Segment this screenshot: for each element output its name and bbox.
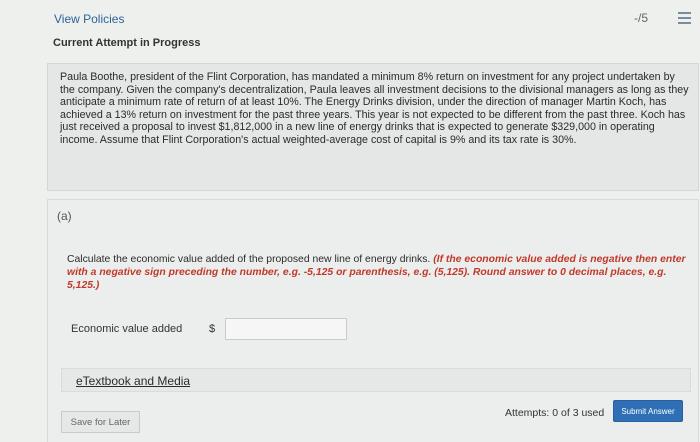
top-bar bbox=[0, 0, 700, 62]
problem-statement bbox=[47, 63, 699, 191]
problem-text: Paula Boothe, president of the Flint Corporation, has mandated a minimum 8% return on investment for any project undertaken by the company. Given the company's decentralization, Paula leaves all investment decisions to the divisional managers as long as they anticipate a minimum rate of return of at least 10%. The Energy Drinks division, under the direction of manager Martin Koch, has achieved a 13% return on investment for the past three years. This year is not expected to be different from the past three. Koch has just received a proposal to invest $1,812,000 in a new line of energy drinks that is expected to generate $329,000 in operating income. Assume that Flint Corporation's actual weighted-average cost of capital is 9% and its tax rate is 30%. bbox=[60, 71, 689, 146]
save-for-later-button[interactable]: Save for Later bbox=[61, 411, 140, 433]
economic-value-added-input[interactable] bbox=[225, 318, 347, 340]
question-prompt: Calculate the economic value added of the proposed new line of energy drinks. bbox=[67, 254, 431, 265]
question-instruction: (If the economic value added is negative then enter with a negative sign preceding the number, e.g. -5,125 or parenthesis, e.g. (5,125). Round answer to 0 decimal places, e.g. 5,125.) bbox=[67, 254, 686, 291]
etextbook-link[interactable]: eTextbook and Media bbox=[76, 374, 191, 388]
list-icon[interactable] bbox=[678, 12, 692, 24]
score-display: -/5 bbox=[634, 11, 649, 25]
currency-symbol: $ bbox=[209, 323, 216, 335]
part-label: (a) bbox=[57, 209, 72, 223]
attempt-status: Current Attempt in Progress bbox=[53, 37, 201, 49]
attempts-counter: Attempts: 0 of 3 used bbox=[505, 407, 605, 419]
economic-value-added-label: Economic value added bbox=[71, 323, 183, 335]
view-policies-link[interactable]: View Policies bbox=[54, 12, 125, 26]
etextbook-bar bbox=[61, 368, 691, 392]
question-text bbox=[67, 253, 687, 292]
question-part-a bbox=[47, 199, 699, 442]
submit-answer-button[interactable]: Submit Answer bbox=[613, 400, 683, 422]
